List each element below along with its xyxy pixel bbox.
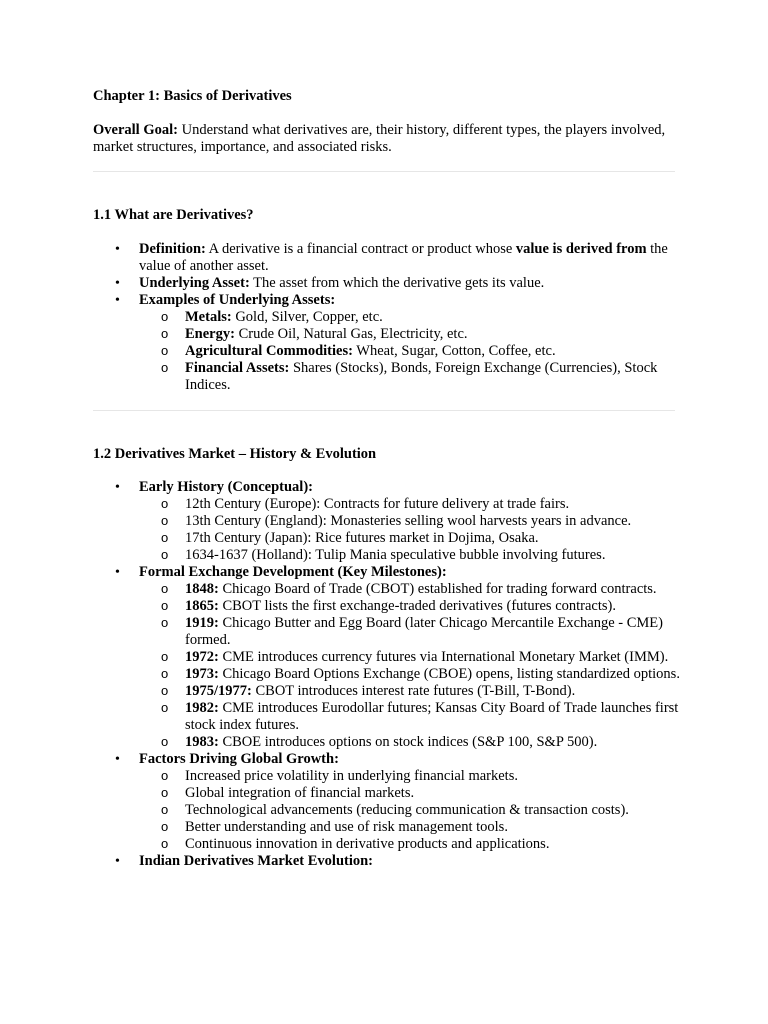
formal-exchange-label: Formal Exchange Development (Key Milestones): (139, 564, 447, 580)
sublist-item (139, 615, 683, 649)
underlying-asset-text: The asset from which the derivative gets its value. (249, 275, 545, 291)
sublist-item-text: Gold, Silver, Copper, etc. (231, 309, 383, 325)
list-item-indian-market (93, 853, 683, 870)
sublist-item (139, 326, 683, 343)
milestone-year: 1865: (185, 598, 219, 614)
milestone-text: CME introduces currency futures via International Monetary Market (IMM). (218, 649, 669, 665)
sublist-item (139, 683, 683, 700)
milestone-year: 1919: (185, 615, 219, 631)
milestone-year: 1983: (185, 734, 219, 750)
milestone-text: CME introduces Eurodollar futures; Kansas City Board of Trade launches first stock index futures. (185, 700, 679, 733)
sublist-item (139, 598, 683, 615)
milestone-text: CBOT lists the first exchange-traded derivatives (futures contracts). (218, 598, 616, 614)
sublist-item: o Technological advancements (reducing communication & transaction costs). (139, 802, 683, 819)
sublist-item-label: Metals: (185, 309, 232, 325)
indian-market-label: Indian Derivatives Market Evolution: (139, 853, 374, 869)
examples-sublist (139, 309, 683, 394)
list-item-formal-exchange (93, 564, 683, 751)
section-heading-1-2: 1.2 Derivatives Market – History & Evolution (93, 446, 377, 462)
sublist-item-label: Financial Assets: (185, 360, 290, 376)
milestone-year: 1973: (185, 666, 219, 682)
list-item-definition (93, 241, 683, 275)
sublist-item: o Better understanding and use of risk management tools. (139, 819, 683, 836)
sublist-item: o 17th Century (Japan): Rice futures market in Dojima, Osaka. (139, 530, 683, 547)
sublist-item (139, 309, 683, 326)
milestone-text: CBOE introduces options on stock indices (S&P 100, S&P 500). (218, 734, 598, 750)
list-item-early-history (93, 479, 683, 564)
examples-label: Examples of Underlying Assets: (139, 292, 336, 308)
formal-exchange-sublist (139, 581, 683, 751)
sublist-item (139, 649, 683, 666)
sublist-item (139, 360, 683, 394)
sublist-item-text: Shares (Stocks), Bonds, Foreign Exchange (Currencies), Stock Indices. (185, 360, 658, 393)
early-history-sublist (139, 496, 683, 564)
sublist-item (139, 734, 683, 751)
list-item-growth-factors (93, 751, 683, 853)
section-1-1-list (93, 241, 683, 394)
milestone-text: Chicago Board of Trade (CBOT) established for trading forward contracts. (218, 581, 657, 597)
milestone-text: Chicago Butter and Egg Board (later Chicago Mercantile Exchange - CME) formed. (185, 615, 663, 648)
sublist-item (139, 581, 683, 598)
sublist-item-text: Wheat, Sugar, Cotton, Coffee, etc. (352, 343, 556, 359)
divider (93, 410, 675, 411)
milestone-year: 1972: (185, 649, 219, 665)
sublist-item (139, 666, 683, 683)
sublist-item-text: Crude Oil, Natural Gas, Electricity, etc. (234, 326, 468, 342)
early-history-label: Early History (Conceptual): (139, 479, 313, 495)
definition-text-after: the value of another asset. (139, 241, 668, 274)
definition-bold: value is derived from (515, 241, 647, 257)
milestone-year: 1848: (185, 581, 219, 597)
overall-goal-text: Understand what derivatives are, their history, different types, the players involved, market structures, importance, and associated risks. (93, 122, 666, 155)
sublist-item: o 13th Century (England): Monasteries selling wool harvests years in advance. (139, 513, 683, 530)
overall-goal-label: Overall Goal: (93, 122, 178, 138)
sublist-item (139, 700, 683, 734)
milestone-year: 1982: (185, 700, 219, 716)
sublist-item: o Increased price volatility in underlying financial markets. (139, 768, 683, 785)
growth-factors-label: Factors Driving Global Growth: (139, 751, 339, 767)
underlying-asset-label: Underlying Asset: (139, 275, 250, 291)
chapter-title: Chapter 1: Basics of Derivatives (93, 88, 292, 104)
overall-goal (93, 122, 683, 156)
sublist-item: o Continuous innovation in derivative products and applications. (139, 836, 683, 853)
list-item-examples (93, 292, 683, 394)
sublist-item-label: Energy: (185, 326, 235, 342)
sublist-item (139, 343, 683, 360)
growth-factors-sublist (139, 768, 683, 853)
sublist-item: o Global integration of financial markets. (139, 785, 683, 802)
sublist-item-label: Agricultural Commodities: (185, 343, 353, 359)
sublist-item: o 12th Century (Europe): Contracts for future delivery at trade fairs. (139, 496, 683, 513)
milestone-text: Chicago Board Options Exchange (CBOE) opens, listing standardized options. (218, 666, 680, 682)
sublist-item: o 1634-1637 (Holland): Tulip Mania speculative bubble involving futures. (139, 547, 683, 564)
definition-label: Definition: (139, 241, 206, 257)
milestone-text: CBOT introduces interest rate futures (T-Bill, T-Bond). (251, 683, 576, 699)
section-1-2-list (93, 479, 683, 870)
definition-text: A derivative is a financial contract or product whose (205, 241, 516, 257)
list-item-underlying-asset (93, 275, 683, 292)
divider (93, 171, 675, 172)
milestone-year: 1975/1977: (185, 683, 252, 699)
section-heading-1-1: 1.1 What are Derivatives? (93, 207, 254, 223)
